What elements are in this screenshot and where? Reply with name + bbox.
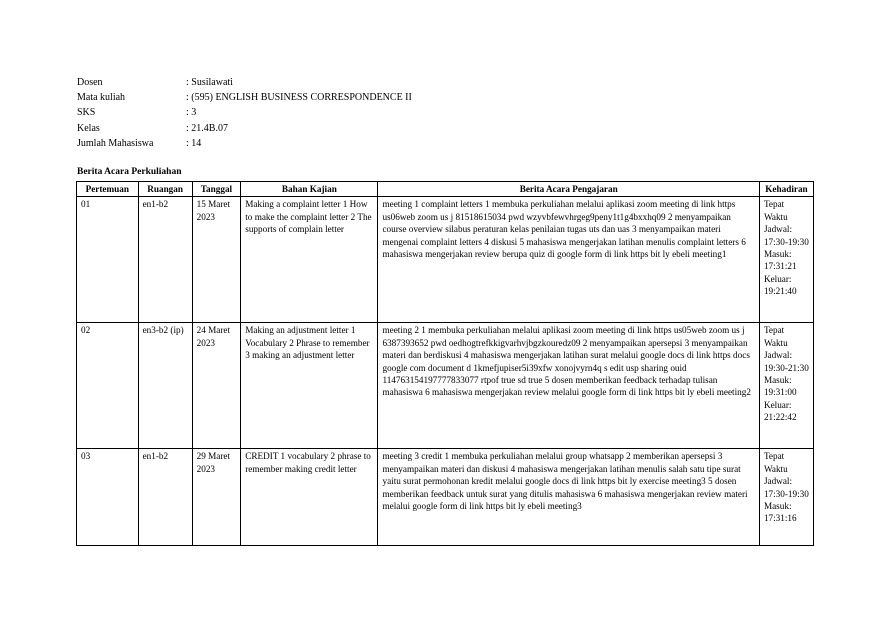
cell-pertemuan: 02 <box>77 323 139 449</box>
column-header-pertemuan: Pertemuan <box>77 182 139 197</box>
info-value: : 21.4B.07 <box>186 122 228 134</box>
cell-ruangan: en1-b2 <box>138 449 192 546</box>
cell-bahan-kajian: CREDIT 1 vocabulary 2 phrase to remember making credit letter <box>241 449 378 546</box>
cell-tanggal: 15 Maret 2023 <box>192 197 241 323</box>
column-header-ruangan: Ruangan <box>138 182 192 197</box>
cell-kehadiran: Tepat Waktu Jadwal: 17:30-19:30 Masuk: 17:31:21 Keluar: 19:21:40 <box>759 197 813 323</box>
info-value: : 14 <box>186 137 202 149</box>
info-label: Dosen <box>77 77 103 88</box>
info-label: Jumlah Mahasiswa <box>77 137 154 149</box>
cell-ruangan: en1-b2 <box>138 197 192 323</box>
cell-kehadiran: Tepat Waktu Jadwal: 17:30-19:30 Masuk: 17:31:16 <box>759 449 813 546</box>
info-row-sks <box>77 105 412 120</box>
info-row-dosen <box>77 75 412 90</box>
course-info <box>77 75 412 151</box>
cell-tanggal: 24 Maret 2023 <box>192 323 241 449</box>
table-header-row <box>77 182 814 197</box>
table-row <box>77 197 814 323</box>
info-label: Mata kuliah <box>77 92 126 104</box>
cell-kehadiran: Tepat Waktu Jadwal: 19:30-21:30 Masuk: 19:31:00 Keluar: 21:22:42 <box>759 323 813 449</box>
cell-berita-acara: meeting 2 1 membuka perkuliahan melalui aplikasi zoom meeting di link https us05web zoom us j 6387393652 pwd oedhogtrefkkigvarhvjbgzkouredz09 2 menyampaikan apersepsi 3 menyampaikan materi dan berdiskusi 4 mahasiswa mengerjakan latihan surat melalui google docs di link https docs google com document d 1kmefjupiser5i39xfw xonojvyrn4q s edit usp sharing ouid 114763154197777833077 rtpof true sd true 5 dosen memberikan feedback terhadap tulisan mahasiswa 6 mahasiswa mengerjakan review melalui google form di link https bit ly ebeli meeting2 <box>378 323 759 449</box>
cell-tanggal: 29 Maret 2023 <box>192 449 241 546</box>
cell-berita-acara: meeting 1 complaint letters 1 membuka perkuliahan melalui aplikasi zoom meeting di link https us06web zoom us j 81518615034 pwd wzyvbfewvhrgeg9peny1t1g4bxxhq09 2 menyampaikan course overview silabus peraturan kelas penilaian tugas uts dan uas 3 menyampaikan materi mengenai complaint letters 4 diskusi 5 mahasiswa mengerjakan latihan menulis complaint letters 6 mahasiswa mengerjakan review berupa quiz di google form di link https bit ly ebeli meeting1 <box>378 197 759 323</box>
cell-ruangan: en3-b2 (ip) <box>138 323 192 449</box>
info-value: : Susilawati <box>186 77 233 88</box>
cell-berita-acara: meeting 3 credit 1 membuka perkuliahan melalui group whatsapp 2 memberikan apersepsi 3 menyampaikan materi dan diskusi 4 mahasiswa mengerjakan latihan menulis salah satu tipe surat yaitu surat permohonan kredit melalui google docs di link https bit ly exercise meeting3 5 dosen memberikan feedback untuk surat yang ditulis mahasiswa 6 mahasiswa mengerjakan review materi melalui google form di link https bit ly ebeli meeting3 <box>378 449 759 546</box>
section-title: Berita Acara Perkuliahan <box>77 167 182 177</box>
info-row-kelas <box>77 121 412 136</box>
lecture-report-table <box>76 181 814 546</box>
cell-bahan-kajian: Making a complaint letter 1 How to make the complaint letter 2 The supports of complain letter <box>241 197 378 323</box>
table-row <box>77 449 814 546</box>
cell-pertemuan: 03 <box>77 449 139 546</box>
column-header-tanggal: Tanggal <box>192 182 241 197</box>
info-row-jumlah-mahasiswa <box>77 136 412 151</box>
cell-bahan-kajian: Making an adjustment letter 1 Vocabulary 2 Phrase to remember 3 making an adjustment letter <box>241 323 378 449</box>
table-row <box>77 323 814 449</box>
column-header-berita-acara: Berita Acara Pengajaran <box>378 182 759 197</box>
info-label: SKS <box>77 107 96 119</box>
info-value: : (595) ENGLISH BUSINESS CORRESPONDENCE II <box>186 92 412 104</box>
cell-pertemuan: 01 <box>77 197 139 323</box>
info-value: : 3 <box>186 107 197 119</box>
column-header-bahan-kajian: Bahan Kajian <box>241 182 378 197</box>
info-row-mata-kuliah <box>77 90 412 105</box>
column-header-kehadiran: Kehadiran <box>759 182 813 197</box>
info-label: Kelas <box>77 122 100 134</box>
